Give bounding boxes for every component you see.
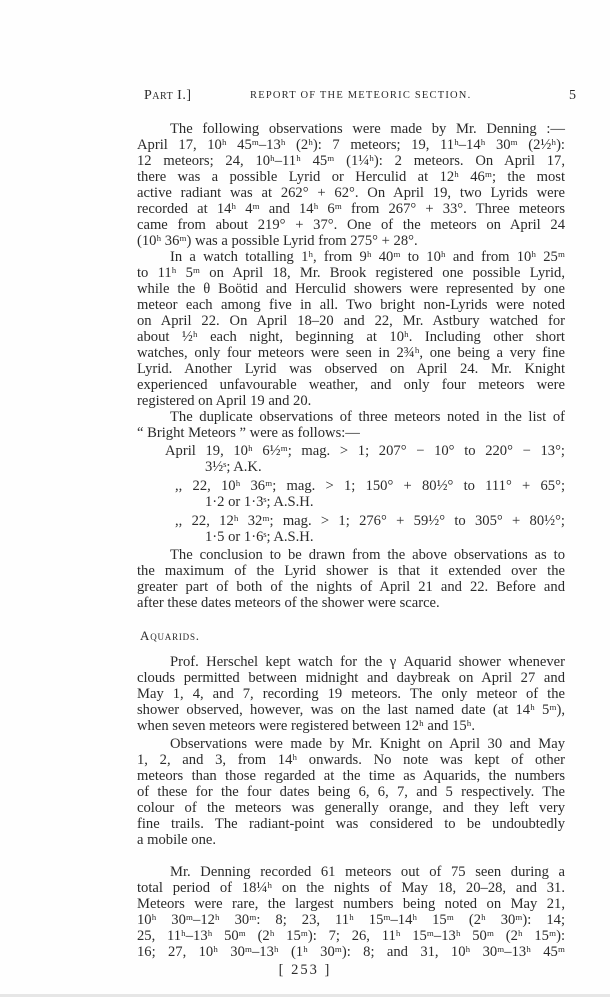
section-heading-aquarids: Aquarids. (140, 628, 200, 643)
text-line: The following observations were made by Mr. Denning :— (170, 121, 565, 137)
observation-line: ,, 22, 10ʰ 36ᵐ; mag. > 1; 150° + 80½° to 111° + 65°; (175, 478, 565, 494)
text-line: shower observed, however, was on the last named date (at 14ʰ 5ᵐ), (137, 702, 565, 718)
text-line: Lyrid. Another Lyrid was observed on April 24. Mr. Knight (137, 361, 565, 377)
text-line: the maximum of the Lyrid shower is that it extended over the (137, 563, 565, 579)
text-line: meteor each among five in all. Two bright non-Lyrids were noted (137, 297, 565, 313)
text-line: Prof. Herschel kept watch for the γ Aquarid shower whenever (170, 654, 565, 670)
text-line: came from about 219° + 37°. One of the meteors on April 24 (137, 217, 565, 233)
text-line: on April 22. On April 18–20 and 22, Mr. Astbury watched for (137, 313, 565, 329)
text-line: when seven meteors were registered between 12ʰ and 15ʰ. (137, 718, 476, 734)
text-line: 25, 11ʰ–13ʰ 50ᵐ (2ʰ 15ᵐ): 7; 26, 11ʰ 15ᵐ–13ʰ 50ᵐ (2ʰ 15ᵐ): (137, 928, 565, 944)
folio-page-number: [ 253 ] (278, 962, 332, 978)
text-line: about ½ʰ each night, beginning at 10ʰ. Including other short (137, 329, 565, 345)
text-line: In a watch totalling 1ʰ, from 9ʰ 40ᵐ to 10ʰ and from 10ʰ 25ᵐ (170, 249, 565, 265)
running-head (144, 88, 576, 108)
text-line: (10ʰ 36ᵐ) was a possible Lyrid from 275° + 28°. (137, 233, 418, 249)
text-line: The conclusion to be drawn from the above observations as to (170, 547, 565, 563)
text-line: 16; 27, 10ʰ 30ᵐ–13ʰ (1ʰ 30ᵐ): 8; and 31, 10ʰ 30ᵐ–13ʰ 45ᵐ (137, 944, 565, 960)
text-line: meteors than those regarded at the time as Aquarids, the numbers (137, 768, 565, 784)
text-line: fine trails. The radiant-point was considered to be undoubtedly (137, 816, 565, 832)
section-title: REPORT OF THE METEORIC SECTION. (250, 90, 472, 101)
observation-line: ,, 22, 12ʰ 32ᵐ; mag. > 1; 276° + 59½° to 305° + 80½°; (175, 513, 565, 529)
text-line: there was a possible Lyrid or Herculid at 12ʰ 46ᵐ; the most (137, 169, 565, 185)
text-line: a mobile one. (137, 832, 217, 848)
text-line: registered on April 19 and 20. (137, 393, 312, 409)
text-line: Mr. Denning recorded 61 meteors out of 75 seen during a (170, 864, 565, 880)
observation-continuation: 1·2 or 1·3ˢ; A.S.H. (205, 494, 314, 510)
text-line: to 11ʰ 5ᵐ on April 18, Mr. Brook registered one possible Lyrid, (137, 265, 565, 281)
text-line: colour of the meteors was generally orange, and they left very (137, 800, 565, 816)
text-line: Meteors were rare, the largest numbers being noted on May 21, (137, 896, 565, 912)
text-line: after these dates meteors of the shower were scarce. (137, 595, 440, 611)
text-line: of these for the four dates being 6, 6, 7, and 5 respectively. The (137, 784, 565, 800)
text-line: total period of 18¼ʰ on the nights of May 18, 20–28, and 31. (137, 880, 565, 896)
text-line: Observations were made by Mr. Knight on April 30 and May (170, 736, 565, 752)
observation-continuation: 1·5 or 1·6ˢ; A.S.H. (205, 529, 314, 545)
text-line: experienced unfavourable weather, and only four meteors were (137, 377, 565, 393)
text-line: 10ʰ 30ᵐ–12ʰ 30ᵐ: 8; 23, 11ʰ 15ᵐ–14ʰ 15ᵐ (2ʰ 30ᵐ): 14; (137, 912, 565, 928)
observation-continuation: 3½ˢ; A.K. (205, 459, 262, 475)
page-number: 5 (569, 88, 576, 103)
text-line: active radiant was at 262° + 62°. On April 19, two Lyrids were (137, 185, 565, 201)
text-line: watches, only four meteors were seen in 2¾ʰ, one being a very fine (137, 345, 565, 361)
text-line: 12 meteors; 24, 10ʰ–11ʰ 45ᵐ (1¼ʰ): 2 meteors. On April 17, (137, 153, 565, 169)
text-line: The duplicate observations of three meteors noted in the list of (170, 409, 565, 425)
text-line: while the θ Boötid and Herculid showers were represented by one (137, 281, 565, 297)
observation-line: April 19, 10ʰ 6½ᵐ; mag. > 1; 207° − 10° to 220° − 13°; (165, 443, 565, 459)
text-line: April 17, 10ʰ 45ᵐ–13ʰ (2ʰ): 7 meteors; 19, 11ʰ–14ʰ 30ᵐ (2½ʰ): (137, 137, 565, 153)
text-line: greater part of both of the nights of April 21 and 22. Before and (137, 579, 565, 595)
text-line: May 1, 4, and 7, recording 19 meteors. The only meteor of the (137, 686, 565, 702)
text-line: 1, 2, and 3, from 14ʰ onwards. No note was kept of other (137, 752, 565, 768)
text-line: clouds permitted between midnight and daybreak on April 27 and (137, 670, 565, 686)
text-line: recorded at 14ʰ 4ᵐ and 14ʰ 6ᵐ from 267° + 33°. Three meteors (137, 201, 565, 217)
part-label: Part I.] (144, 88, 192, 103)
text-line: “ Bright Meteors ” were as follows:— (137, 425, 360, 441)
